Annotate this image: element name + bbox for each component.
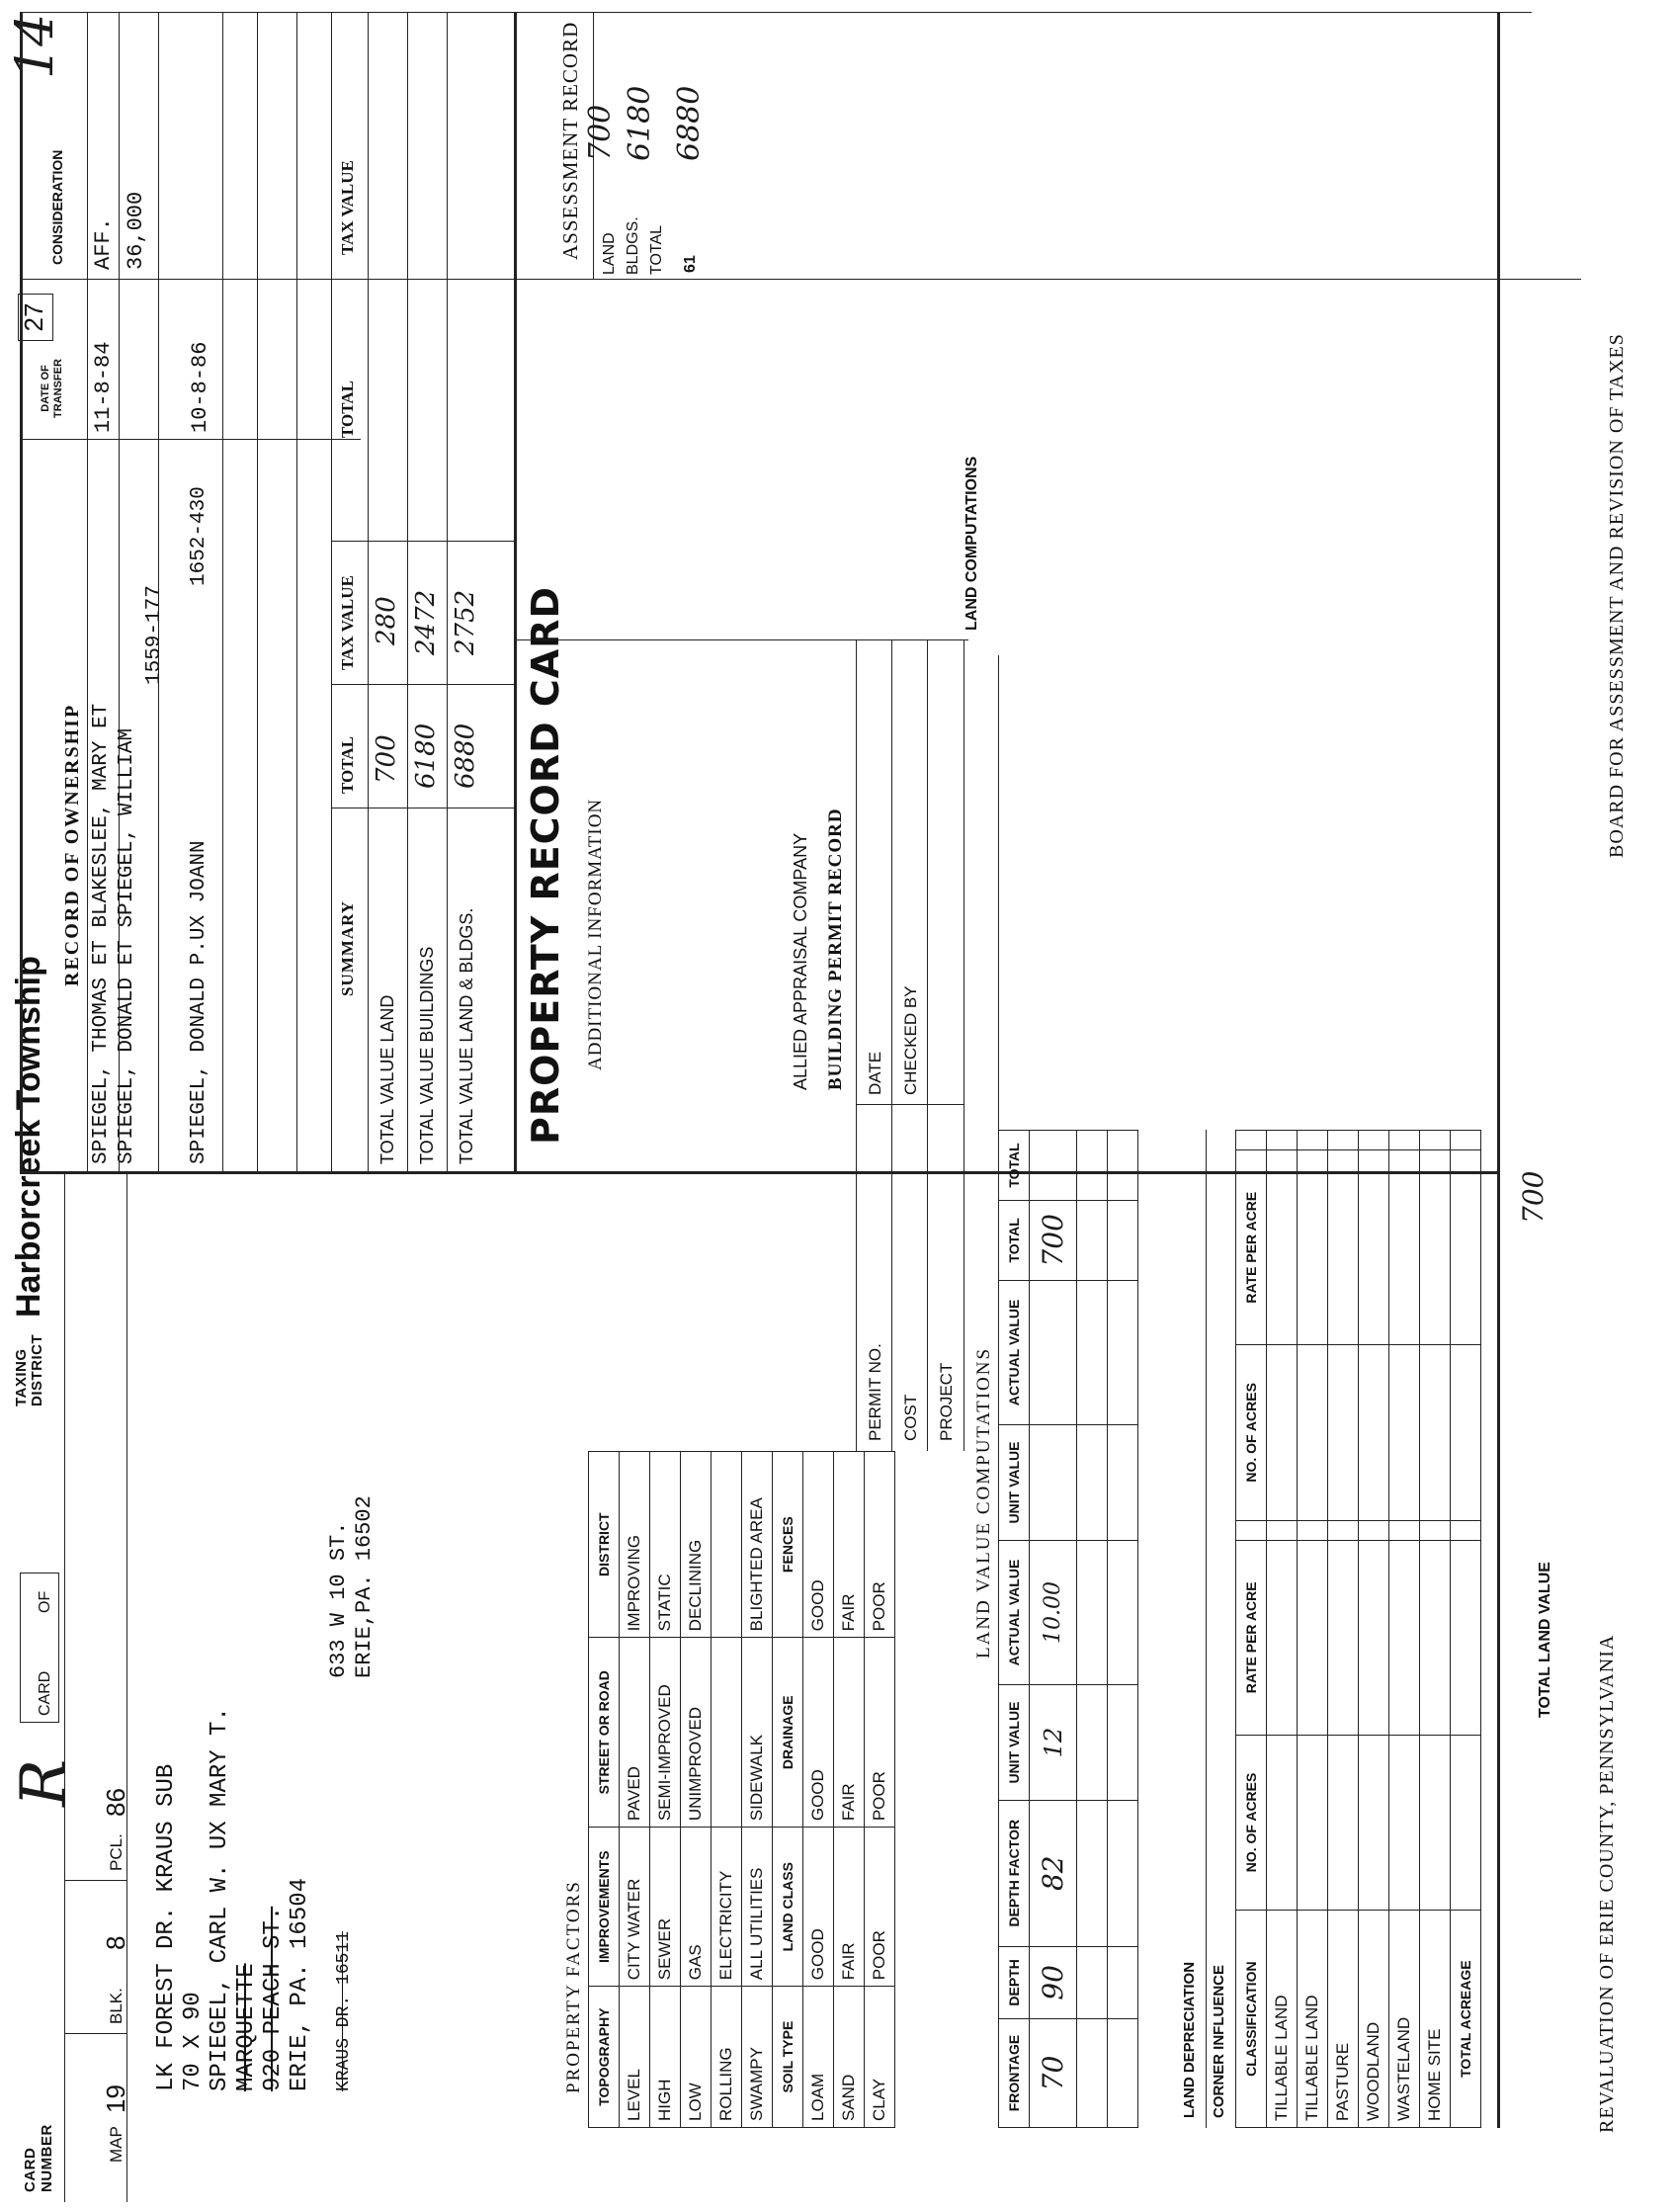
acre-header: RATE PER ACRE — [1236, 1540, 1267, 1735]
land-depreciation-label: LAND DEPRECIATION — [1181, 1961, 1198, 2118]
factor-header: DISTRICT — [589, 1452, 620, 1638]
land-value-table — [998, 1130, 1138, 2128]
deed-ref: 1652-430 — [188, 486, 210, 586]
acre-class: WASTELAND — [1389, 1911, 1420, 2128]
land-header: TOTAL — [999, 1200, 1030, 1280]
factor-cell: POOR — [865, 1452, 895, 1638]
mailing-line: 633 W 10 ST. — [326, 1521, 351, 1678]
property-description — [153, 1707, 358, 2091]
tax-col-label: TAX VALUE — [338, 160, 357, 255]
summary-tax-land: 280 — [372, 596, 401, 645]
factor-header: DRAINAGE — [773, 1638, 803, 1828]
factor-cell: STATIC — [650, 1452, 681, 1638]
property-line: LK FOREST DR. KRAUS SUB — [153, 1763, 180, 2091]
total-col-label: TOTAL — [338, 381, 357, 438]
factor-cell: LEVEL — [620, 1987, 650, 2128]
deed-ref: 1559-177 — [143, 585, 166, 685]
land-header: FRONTAGE — [999, 2019, 1030, 2128]
factor-cell: ALL UTILITIES — [742, 1828, 773, 1987]
corner-number: 14 — [6, 13, 65, 79]
page-number: 27 — [18, 294, 53, 341]
checked-by-label: CHECKED BY — [901, 985, 920, 1095]
property-line: SPIEGEL, CARL W. UX MARY T. — [207, 1707, 233, 2091]
pcl-value: 86 — [101, 1788, 130, 1817]
land-header: ACTUAL VALUE — [999, 1280, 1030, 1425]
factor-cell: HIGH — [650, 1987, 681, 2128]
total-land-value-label: TOTAL LAND VALUE — [1537, 1562, 1553, 1718]
card-of-box — [20, 1573, 59, 1723]
assessment-title: ASSESSMENT RECORD — [558, 21, 582, 260]
land-header: ACTUAL VALUE — [999, 1540, 1030, 1685]
summary-tax-label: TAX VALUE — [338, 575, 357, 670]
acre-class: PASTURE — [1328, 1911, 1359, 2128]
factor-header: FENCES — [773, 1452, 803, 1638]
owner-row: SPIEGEL, DONALD ET SPIEGEL, WILLIAM — [116, 727, 138, 1164]
summary-total-bldgs: 6180 — [411, 723, 441, 789]
taxing-district: Harborcreek Township — [10, 956, 47, 1318]
assessment-handwritten: 6880 — [672, 85, 707, 161]
factor-cell: IMPROVING — [620, 1452, 650, 1638]
factor-cell: BLIGHTED AREA — [742, 1452, 773, 1638]
property-line-struck: KRAUS DR. 16511 — [334, 1930, 354, 2091]
factor-cell: CLAY — [865, 1987, 895, 2128]
transfer-date: 10-8-86 — [188, 341, 212, 433]
land-value-title: LAND VALUE COMPUTATIONS — [973, 1346, 994, 1659]
consideration-value: 36,000 — [124, 191, 148, 270]
factor-header: TOPOGRAPHY — [589, 1987, 620, 2128]
factor-cell: GOOD — [803, 1828, 834, 1987]
permit-no-label: PERMIT NO. — [866, 1343, 884, 1441]
acre-header: NO. OF ACRES — [1236, 1735, 1267, 1911]
summary-row-label: TOTAL VALUE LAND — [377, 994, 397, 1164]
factor-cell: FAIR — [834, 1638, 865, 1828]
factor-cell: PAVED — [620, 1638, 650, 1828]
acre-class: WOODLAND — [1359, 1911, 1389, 2128]
factor-cell: SIDEWALK — [742, 1638, 773, 1828]
land-header: TOTAL — [999, 1131, 1030, 1201]
factor-header: SOIL TYPE — [773, 1987, 803, 2128]
factor-cell: SEWER — [650, 1828, 681, 1987]
factor-cell: FAIR — [834, 1452, 865, 1638]
factor-cell: SEMI-IMPROVED — [650, 1638, 681, 1828]
assessment-total: TOTAL — [648, 224, 665, 275]
owner-row: SPIEGEL, THOMAS ET BLAKESLEE, MARY ET — [90, 703, 113, 1164]
summary-tax-all: 2752 — [451, 589, 480, 655]
of-label: OF — [37, 1590, 53, 1613]
total-acreage-label: TOTAL ACREAGE — [1451, 1911, 1481, 2128]
property-line-struck: MARQUETTE — [233, 1963, 260, 2091]
land-computations-label: LAND COMPUTATIONS — [964, 456, 980, 631]
acre-header: CLASSIFICATION — [1236, 1911, 1267, 2128]
project-label: PROJECT — [937, 1362, 956, 1441]
factor-cell: GAS — [681, 1828, 712, 1987]
acre-class: HOME SITE — [1420, 1911, 1451, 2128]
blk-value: 8 — [101, 1935, 130, 1950]
factor-header: IMPROVEMENTS — [589, 1828, 620, 1987]
depth-factor-value: 82 — [1030, 1800, 1077, 1946]
property-line: ERIE, PA. 16504 — [287, 1877, 313, 2091]
taxing-district-label: TAXING DISTRICT — [13, 1333, 45, 1406]
summary-tax-bldgs: 2472 — [411, 589, 441, 655]
additional-info-label: ADDITIONAL INFORMATION — [585, 798, 606, 1070]
depth-value: 90 — [1030, 1946, 1077, 2018]
land-total: 700 — [1030, 1200, 1077, 1280]
land-header: DEPTH — [999, 1946, 1030, 2018]
summary-title: SUMMARY — [338, 899, 357, 996]
building-permit-title: BUILDING PERMIT RECORD — [825, 808, 846, 1090]
assessment-handwritten: 700 — [583, 104, 618, 161]
factor-cell: POOR — [865, 1638, 895, 1828]
unit-value-2 — [1030, 1425, 1077, 1541]
appraisal-company: ALLIED APPRAISAL COMPANY — [791, 832, 810, 1090]
card-number-value: R — [8, 1758, 81, 1807]
factor-cell: CITY WATER — [620, 1828, 650, 1987]
factor-cell: POOR — [865, 1828, 895, 1987]
factor-cell: FAIR — [834, 1828, 865, 1987]
actual-value-2 — [1030, 1280, 1077, 1425]
factor-cell: SWAMPY — [742, 1987, 773, 2128]
acre-header: NO. OF ACRES — [1236, 1345, 1267, 1521]
factor-cell: LOAM — [803, 1987, 834, 2128]
factor-cell: LOW — [681, 1987, 712, 2128]
mailing-address — [326, 1495, 377, 1678]
date-label: DATE — [866, 1051, 884, 1095]
factor-cell: GOOD — [803, 1452, 834, 1638]
property-factors-table — [588, 1451, 895, 2128]
footer-right: BOARD FOR ASSESSMENT AND REVISION OF TAXES — [1606, 333, 1628, 858]
ownership-list — [89, 704, 140, 1164]
acre-header: RATE PER ACRE — [1236, 1150, 1267, 1345]
land-total-2 — [1030, 1131, 1077, 1201]
assessment-bldgs: BLDGS. — [625, 216, 641, 275]
factor-cell: UNIMPROVED — [681, 1638, 712, 1828]
consideration-value: AFF. — [91, 217, 116, 270]
factor-cell: ROLLING — [712, 1987, 742, 2128]
summary-row-label: TOTAL VALUE BUILDINGS — [417, 946, 437, 1164]
acreage-table — [1235, 1130, 1481, 2128]
actual-value: 10.00 — [1030, 1540, 1077, 1685]
ownership-title: RECORD OF OWNERSHIP — [61, 703, 83, 986]
transfer-date: 11-8-84 — [91, 341, 116, 433]
property-line-struck: 920 PEACH ST. — [260, 1906, 287, 2091]
factor-cell — [712, 1452, 742, 1638]
acre-class: TILLABLE LAND — [1298, 1911, 1328, 2128]
map-label: MAP — [107, 2126, 126, 2163]
land-header: UNIT VALUE — [999, 1425, 1030, 1541]
land-header: UNIT VALUE — [999, 1685, 1030, 1801]
year-mark: 61 — [682, 255, 699, 273]
cost-label: COST — [901, 1394, 920, 1441]
frontage-value: 70 — [1030, 2019, 1077, 2128]
blk-label: BLK. — [107, 1988, 126, 2024]
mailing-line: ERIE,PA. 16502 — [352, 1495, 377, 1678]
pcl-label: PCL. — [107, 1833, 126, 1871]
footer-left: REVALUATION OF ERIE COUNTY, PENNSYLVANIA — [1596, 1634, 1618, 2133]
factor-cell: SAND — [834, 1987, 865, 2128]
record-card-title: PROPERTY RECORD CARD — [524, 586, 567, 1145]
owner-row: SPIEGEL, DONALD P.UX JOANN — [188, 840, 210, 1164]
factor-cell — [712, 1638, 742, 1828]
card-label: CARD — [37, 1670, 53, 1716]
property-factors-title: PROPERTY FACTORS — [563, 1880, 584, 2093]
acre-class: TILLABLE LAND — [1267, 1911, 1298, 2128]
factor-cell: GOOD — [803, 1638, 834, 1828]
card-number-label: CARD NUMBER — [22, 2124, 55, 2192]
consideration-label: CONSIDERATION — [49, 149, 65, 265]
summary-total-label: TOTAL — [338, 736, 357, 794]
date-transfer-label: DATE OF TRANSFER — [40, 359, 64, 418]
summary-total-land: 700 — [372, 734, 401, 784]
corner-influence-label: CORNER INFLUENCE — [1211, 1964, 1227, 2118]
property-line: 70 X 90 — [180, 1992, 207, 2091]
assessment-handwritten: 6180 — [623, 85, 657, 161]
factor-header: LAND CLASS — [773, 1828, 803, 1987]
factor-cell: DECLINING — [681, 1452, 712, 1638]
map-value: 19 — [101, 2084, 130, 2113]
land-header: DEPTH FACTOR — [999, 1800, 1030, 1946]
factor-header: STREET OR ROAD — [589, 1638, 620, 1828]
total-land-value: 700 — [1517, 1170, 1550, 1224]
summary-total-all: 6880 — [451, 723, 480, 789]
summary-row-label: TOTAL VALUE LAND & BLDGS. — [457, 907, 476, 1164]
factor-cell: ELECTRICITY — [712, 1828, 742, 1987]
assessment-land: LAND — [601, 232, 618, 275]
unit-value: 12 — [1030, 1685, 1077, 1801]
